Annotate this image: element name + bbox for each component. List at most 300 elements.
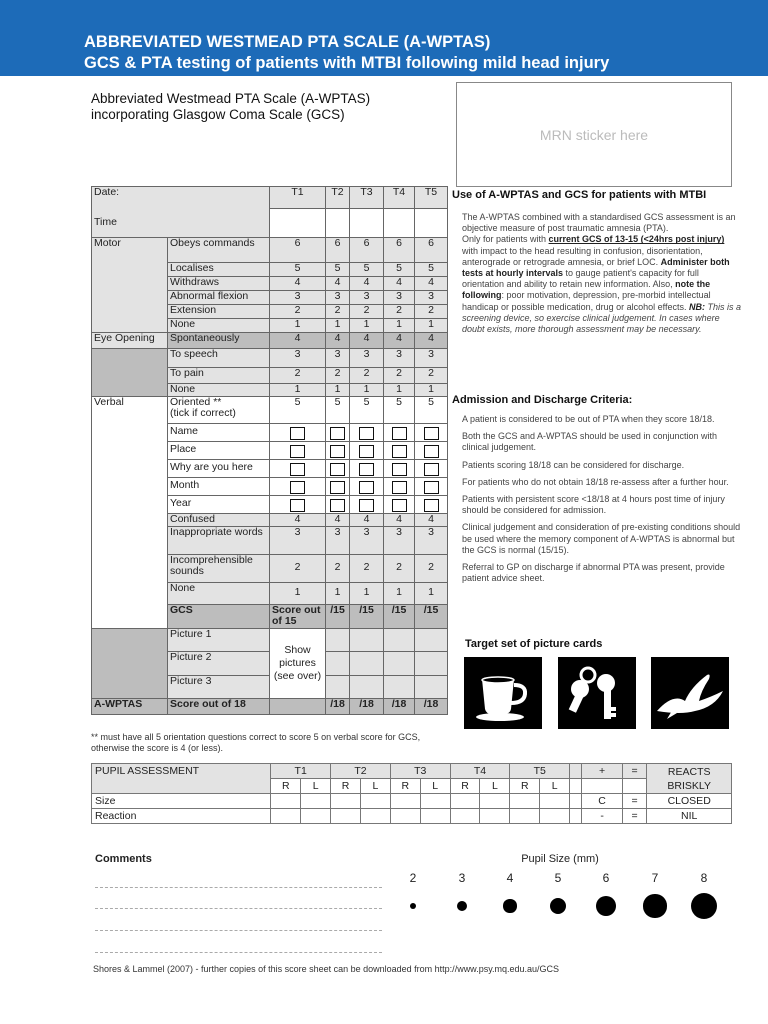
- time-header-t4: T4: [384, 187, 415, 209]
- comments-label: Comments: [95, 853, 152, 865]
- picture-item: Picture 1: [168, 628, 270, 651]
- orientation-checkbox-cell: [415, 459, 448, 477]
- orientation-question: Name: [168, 423, 270, 441]
- pupil-time-header: T5: [510, 764, 570, 779]
- orientation-checkbox-cell: [384, 495, 415, 513]
- awptas-total[interactable]: /18: [384, 698, 415, 714]
- eye-score[interactable]: 4: [415, 333, 448, 349]
- orientation-checkbox[interactable]: [424, 463, 439, 476]
- pupil-time-header: T1: [271, 764, 331, 779]
- pupil-cell[interactable]: [480, 809, 510, 824]
- motor-score[interactable]: 5: [384, 263, 415, 277]
- orientation-checkbox-cell: [415, 441, 448, 459]
- orientation-checkbox-cell: [350, 423, 384, 441]
- bird-icon: [651, 657, 729, 729]
- pupil-r-header: R: [271, 779, 301, 794]
- picture-score[interactable]: [384, 675, 415, 698]
- eye-score[interactable]: 4: [326, 333, 350, 349]
- orientation-question: Year: [168, 495, 270, 513]
- pupil-cell[interactable]: [331, 794, 361, 809]
- legend-meaning: CLOSED: [647, 794, 732, 809]
- eye-score[interactable]: 3: [326, 349, 350, 368]
- orientation-checkbox[interactable]: [359, 445, 374, 458]
- eye-score[interactable]: 3: [384, 349, 415, 368]
- criteria-item: Referral to GP on discharge if abnormal PTA was present, provide patient advice sheet.: [462, 562, 725, 584]
- legend-meaning: NIL: [647, 809, 732, 824]
- pupil-size-number: 8: [700, 871, 708, 885]
- pupil-cell[interactable]: [390, 809, 420, 824]
- orientation-checkbox-cell: [350, 441, 384, 459]
- orientation-checkbox[interactable]: [290, 445, 305, 458]
- eye-score[interactable]: 1: [270, 384, 326, 397]
- eye-score[interactable]: 4: [270, 333, 326, 349]
- cup-icon: [464, 657, 542, 729]
- gcs-label: GCS: [168, 604, 270, 628]
- pupil-cell[interactable]: [510, 794, 540, 809]
- orientation-checkbox[interactable]: [330, 463, 345, 476]
- motor-score[interactable]: 5: [350, 263, 384, 277]
- verbal-score[interactable]: 3: [350, 526, 384, 554]
- pupil-assessment-table: [91, 763, 732, 824]
- eye-score[interactable]: 3: [350, 349, 384, 368]
- verbal-score[interactable]: 2: [326, 554, 350, 582]
- verbal-score[interactable]: 1: [350, 582, 384, 604]
- orientation-checkbox-cell: [350, 477, 384, 495]
- picture-score[interactable]: [415, 651, 448, 675]
- pupil-cell[interactable]: [450, 794, 480, 809]
- orientation-checkbox[interactable]: [290, 481, 305, 494]
- orientation-checkbox-cell: [270, 441, 326, 459]
- picture-score[interactable]: [415, 628, 448, 651]
- pupil-row-label: Size: [92, 794, 271, 809]
- orientation-checkbox[interactable]: [330, 481, 345, 494]
- motor-score[interactable]: 3: [415, 291, 448, 305]
- motor-score[interactable]: 2: [270, 305, 326, 319]
- orientation-checkbox-cell: [384, 423, 415, 441]
- motor-score[interactable]: 2: [415, 305, 448, 319]
- verbal-score[interactable]: 3: [270, 526, 326, 554]
- verbal-score[interactable]: 2: [270, 554, 326, 582]
- verbal-score[interactable]: 2: [384, 554, 415, 582]
- table-row: [92, 628, 448, 651]
- motor-score[interactable]: 2: [350, 305, 384, 319]
- verbal-score[interactable]: 4: [350, 513, 384, 526]
- use-section: [452, 189, 742, 335]
- motor-item: Extension: [168, 305, 270, 319]
- motor-score[interactable]: 5: [326, 263, 350, 277]
- oriented-score: 5: [326, 396, 350, 423]
- orientation-footnote: ** must have all 5 orientation questions correct to score 5 on verbal score for GCS, otherwise the score is 4 (or less).: [91, 732, 421, 753]
- orientation-checkbox-cell: [326, 495, 350, 513]
- awptas-total[interactable]: /18: [326, 698, 350, 714]
- pupil-cell[interactable]: [271, 809, 301, 824]
- pupil-time-header: T4: [450, 764, 510, 779]
- picture-score[interactable]: [350, 651, 384, 675]
- motor-score[interactable]: 1: [270, 319, 326, 333]
- eye-item: Spontaneously: [168, 333, 270, 349]
- pupil-r-header: R: [331, 779, 361, 794]
- pupil-size-number: 3: [458, 871, 466, 885]
- awptas-score-label: Score out of 18: [168, 698, 270, 714]
- criteria-item: For patients who do not obtain 18/18 re-assess after a further hour.: [462, 476, 729, 487]
- oriented-score: 5: [350, 396, 384, 423]
- awptas-row: [92, 698, 448, 714]
- keys-icon: [558, 657, 636, 729]
- eye-score[interactable]: 1: [350, 384, 384, 397]
- cards-heading: Target set of picture cards: [465, 638, 603, 650]
- pupil-l-header: L: [540, 779, 570, 794]
- pupil-cell[interactable]: [360, 809, 390, 824]
- mrn-sticker-box[interactable]: [456, 82, 732, 187]
- eye-item: None: [168, 384, 270, 397]
- orientation-checkbox-cell: [415, 423, 448, 441]
- comment-line-4[interactable]: [95, 952, 382, 953]
- motor-score[interactable]: 1: [384, 319, 415, 333]
- time-header-t5: T5: [415, 187, 448, 209]
- motor-score[interactable]: 3: [384, 291, 415, 305]
- oriented-score: 5: [270, 396, 326, 423]
- pupil-gap: [570, 809, 582, 824]
- orientation-checkbox[interactable]: [392, 481, 407, 494]
- eye-score[interactable]: 2: [270, 368, 326, 384]
- comment-line-3[interactable]: [95, 930, 382, 931]
- pupil-cell[interactable]: [420, 794, 450, 809]
- pupil-gap: [570, 764, 582, 779]
- orientation-checkbox[interactable]: [359, 463, 374, 476]
- verbal-score[interactable]: 3: [326, 526, 350, 554]
- picture-score[interactable]: [326, 675, 350, 698]
- eye-opening-filler: [92, 349, 168, 397]
- pupil-size-dot: [691, 893, 717, 919]
- gcs-total[interactable]: /15: [350, 604, 384, 628]
- motor-item: Abnormal flexion: [168, 291, 270, 305]
- awptas-total[interactable]: /18: [350, 698, 384, 714]
- orientation-checkbox[interactable]: [290, 463, 305, 476]
- pupil-size-dot: [457, 901, 467, 911]
- orientation-checkbox[interactable]: [392, 499, 407, 512]
- eye-score[interactable]: 2: [326, 368, 350, 384]
- eye-score[interactable]: 2: [415, 368, 448, 384]
- pupil-cell[interactable]: [540, 794, 570, 809]
- orientation-checkbox[interactable]: [424, 445, 439, 458]
- oriented-sub: (tick if correct): [170, 407, 236, 419]
- criteria-item: A patient is considered to be out of PTA when they score 18/18.: [462, 414, 715, 424]
- picture-score[interactable]: [384, 651, 415, 675]
- pupil-size-dot: [643, 894, 666, 917]
- legend-equals: =: [622, 794, 647, 809]
- pupil-cell[interactable]: [450, 809, 480, 824]
- table-row: [92, 396, 448, 423]
- pupil-cell[interactable]: [301, 794, 331, 809]
- use-instructions: Only for patients with current GCS of 13-15 (<24hrs post injury) with impact to the head resulting in confusion, disorientation, anterograde or retrograde amnesia, or brief LOC. Administer both tests at hourly intervals to gauge patient's capacity for full orientation and ability to retain new information. Also, note the following: poor motivation, depression, pre-morbid intellectual handicap or possible medication, drug or alcohol effects. NB: This is a screening device, so exercise clinical judgement. In cases where doubt exists, more thorough assessment may be necessary.: [462, 234, 741, 335]
- orientation-checkbox-cell: [384, 459, 415, 477]
- awptas-total[interactable]: [270, 698, 326, 714]
- motor-score[interactable]: 6: [350, 238, 384, 263]
- verbal-item: None: [168, 582, 270, 604]
- pupil-cell[interactable]: [360, 794, 390, 809]
- verbal-label: Verbal: [92, 396, 168, 628]
- motor-score[interactable]: 1: [350, 319, 384, 333]
- pupil-r-header: R: [510, 779, 540, 794]
- table-row: [92, 349, 448, 368]
- orientation-checkbox[interactable]: [290, 499, 305, 512]
- orientation-checkbox[interactable]: [359, 481, 374, 494]
- picture-score[interactable]: [350, 628, 384, 651]
- time-entry-t2[interactable]: [326, 209, 350, 238]
- pupil-cell[interactable]: [540, 809, 570, 824]
- verbal-item: Inappropriate words: [168, 526, 270, 554]
- header-subtitle: GCS & PTA testing of patients with MTBI following mild head injury: [84, 54, 610, 72]
- pupil-r-header: R: [450, 779, 480, 794]
- motor-score[interactable]: 3: [270, 291, 326, 305]
- pupil-size-dot: [550, 898, 567, 915]
- time-entry-t5[interactable]: [415, 209, 448, 238]
- pupil-time-header: T3: [390, 764, 450, 779]
- awptas-total[interactable]: /18: [415, 698, 448, 714]
- mrn-placeholder: MRN sticker here: [539, 127, 649, 143]
- oriented-score: 5: [415, 396, 448, 423]
- form-title-line2: incorporating Glasgow Coma Scale (GCS): [91, 107, 345, 122]
- pupil-title: PUPIL ASSESSMENT: [92, 764, 271, 794]
- time-entry-t3[interactable]: [350, 209, 384, 238]
- gcs-total[interactable]: /15: [415, 604, 448, 628]
- legend-symbol: C: [582, 794, 622, 809]
- picture-score[interactable]: [415, 675, 448, 698]
- legend-equals: =: [622, 809, 647, 824]
- motor-item: Localises: [168, 263, 270, 277]
- motor-item: Withdraws: [168, 277, 270, 291]
- verbal-item: Incomprehensible sounds: [168, 554, 270, 582]
- oriented-item: [168, 396, 270, 423]
- verbal-score[interactable]: 4: [384, 513, 415, 526]
- verbal-score[interactable]: 4: [415, 513, 448, 526]
- orientation-checkbox-cell: [326, 423, 350, 441]
- comment-line-1[interactable]: [95, 887, 382, 888]
- table-row: [92, 238, 448, 263]
- pupil-l-header: L: [420, 779, 450, 794]
- verbal-score[interactable]: 1: [415, 582, 448, 604]
- pupil-r-header: R: [390, 779, 420, 794]
- verbal-score[interactable]: 1: [384, 582, 415, 604]
- time-header-t3: T3: [350, 187, 384, 209]
- eye-item: To pain: [168, 368, 270, 384]
- picture-item: Picture 3: [168, 675, 270, 698]
- orientation-checkbox-cell: [270, 477, 326, 495]
- eye-score[interactable]: 1: [415, 384, 448, 397]
- motor-score[interactable]: 4: [350, 277, 384, 291]
- table-row: [92, 794, 732, 809]
- verbal-item: Confused: [168, 513, 270, 526]
- source-citation: Shores & Lammel (2007) - further copies of this score sheet can be downloaded from http://www.psy.mq.edu.au/GCS: [93, 964, 560, 974]
- motor-score[interactable]: 3: [350, 291, 384, 305]
- pictures-filler: [92, 628, 168, 698]
- orientation-checkbox-cell: [350, 495, 384, 513]
- motor-score[interactable]: 6: [326, 238, 350, 263]
- orientation-checkbox[interactable]: [392, 445, 407, 458]
- motor-score[interactable]: 2: [384, 305, 415, 319]
- motor-score[interactable]: 2: [326, 305, 350, 319]
- pupil-gap: [570, 779, 582, 794]
- pupil-size-label: Pupil Size (mm): [521, 853, 599, 865]
- motor-score[interactable]: 3: [326, 291, 350, 305]
- orientation-checkbox-cell: [270, 495, 326, 513]
- criteria-section: [452, 394, 742, 590]
- pupil-size-number: 7: [651, 871, 659, 885]
- eye-score[interactable]: 3: [415, 349, 448, 368]
- verbal-score[interactable]: 4: [326, 513, 350, 526]
- motor-score[interactable]: 4: [384, 277, 415, 291]
- pupil-size-dot: [410, 903, 417, 910]
- motor-score[interactable]: 1: [415, 319, 448, 333]
- orientation-checkbox[interactable]: [330, 499, 345, 512]
- table-row: [92, 809, 732, 824]
- orientation-checkbox[interactable]: [424, 427, 439, 440]
- use-intro: The A-WPTAS combined with a standardised GCS assessment is an objective measure of post traumatic amnesia (PTA).: [462, 212, 736, 234]
- orientation-checkbox[interactable]: [359, 499, 374, 512]
- time-entry-t4[interactable]: [384, 209, 415, 238]
- form-title: [91, 91, 370, 123]
- pupil-time-header: T2: [331, 764, 391, 779]
- eye-score[interactable]: 3: [270, 349, 326, 368]
- picture-score[interactable]: [350, 675, 384, 698]
- pupil-cell[interactable]: [480, 794, 510, 809]
- orientation-checkbox-cell: [415, 477, 448, 495]
- time-header-t1: T1: [270, 187, 326, 209]
- orientation-checkbox-cell: [326, 441, 350, 459]
- pupil-cell[interactable]: [390, 794, 420, 809]
- time-entry-t1[interactable]: [270, 209, 326, 238]
- criteria-item: Patients scoring 18/18 can be considered for discharge.: [462, 459, 685, 470]
- orientation-checkbox[interactable]: [424, 499, 439, 512]
- show-pictures-note: Show pictures (see over): [270, 628, 326, 698]
- oriented-label: Oriented **: [170, 396, 222, 408]
- orientation-checkbox[interactable]: [392, 463, 407, 476]
- pupil-size-number: 5: [554, 871, 562, 885]
- verbal-score[interactable]: 3: [384, 526, 415, 554]
- table-row: [92, 333, 448, 349]
- verbal-score[interactable]: 3: [415, 526, 448, 554]
- pupil-size-number: 4: [506, 871, 514, 885]
- motor-score[interactable]: 1: [326, 319, 350, 333]
- criteria-item: Both the GCS and A-WPTAS should be used in conjunction with clinical judgement.: [462, 431, 717, 453]
- date-time-label: [92, 187, 270, 238]
- eye-score[interactable]: 4: [384, 333, 415, 349]
- eye-score[interactable]: 1: [326, 384, 350, 397]
- time-header-t2: T2: [326, 187, 350, 209]
- legend-equals: =: [622, 764, 647, 779]
- pupil-size-dot: [503, 899, 516, 912]
- oriented-score: 5: [384, 396, 415, 423]
- motor-label: Motor: [92, 238, 168, 333]
- orientation-checkbox-cell: [326, 459, 350, 477]
- legend-symbol: -: [582, 809, 622, 824]
- gcs-score-label: Score out of 15: [270, 604, 326, 628]
- motor-score[interactable]: 4: [326, 277, 350, 291]
- orientation-checkbox-cell: [384, 441, 415, 459]
- motor-score[interactable]: 6: [415, 238, 448, 263]
- pupil-cell[interactable]: [301, 809, 331, 824]
- use-heading: Use of A-WPTAS and GCS for patients with MTBI: [452, 189, 707, 201]
- motor-score[interactable]: 4: [270, 277, 326, 291]
- time-label: Time: [94, 215, 117, 228]
- eye-score[interactable]: 1: [384, 384, 415, 397]
- eye-score[interactable]: 2: [350, 368, 384, 384]
- pupil-cell[interactable]: [331, 809, 361, 824]
- motor-score[interactable]: 5: [270, 263, 326, 277]
- motor-item: None: [168, 319, 270, 333]
- verbal-score[interactable]: 4: [270, 513, 326, 526]
- orientation-checkbox-cell: [384, 477, 415, 495]
- assessment-table: [91, 186, 448, 715]
- orientation-checkbox[interactable]: [330, 427, 345, 440]
- eye-score[interactable]: 4: [350, 333, 384, 349]
- gcs-total[interactable]: /15: [384, 604, 415, 628]
- legend-equals-spacer: [622, 779, 647, 794]
- orientation-checkbox[interactable]: [392, 427, 407, 440]
- date-label: Date:: [94, 186, 120, 198]
- orientation-question: Why are you here: [168, 459, 270, 477]
- pupil-cell[interactable]: [510, 809, 540, 824]
- picture-score[interactable]: [384, 628, 415, 651]
- orientation-question: Month: [168, 477, 270, 495]
- motor-score[interactable]: 4: [415, 277, 448, 291]
- verbal-score[interactable]: 2: [415, 554, 448, 582]
- picture-score[interactable]: [326, 628, 350, 651]
- orientation-question: Place: [168, 441, 270, 459]
- orientation-checkbox[interactable]: [424, 481, 439, 494]
- motor-score[interactable]: 5: [415, 263, 448, 277]
- pupil-cell[interactable]: [420, 809, 450, 824]
- comment-line-2[interactable]: [95, 908, 382, 909]
- pupil-row-label: Reaction: [92, 809, 271, 824]
- orientation-checkbox-cell: [326, 477, 350, 495]
- eye-item: To speech: [168, 349, 270, 368]
- legend-symbol-spacer: [582, 779, 622, 794]
- orientation-checkbox-cell: [415, 495, 448, 513]
- motor-score[interactable]: 6: [270, 238, 326, 263]
- orientation-checkbox[interactable]: [330, 445, 345, 458]
- eye-score[interactable]: 2: [384, 368, 415, 384]
- pupil-l-header: L: [360, 779, 390, 794]
- orientation-checkbox-cell: [270, 459, 326, 477]
- criteria-item: Patients with persistent score <18/18 at 4 hours post time of injury should be considered for admission.: [462, 494, 725, 516]
- orientation-checkbox-cell: [350, 459, 384, 477]
- pupil-size-number: 6: [602, 871, 610, 885]
- orientation-checkbox[interactable]: [359, 427, 374, 440]
- verbal-score[interactable]: 2: [350, 554, 384, 582]
- table-row: [92, 187, 448, 209]
- awptas-label: A-WPTAS: [92, 698, 168, 714]
- pupil-size-dot: [596, 896, 616, 916]
- orientation-checkbox[interactable]: [290, 427, 305, 440]
- criteria-item: Clinical judgement and consideration of pre-existing conditions should be used where the memory component of A-WPTAS is abnormal but the GCS is normal (15/15).: [462, 522, 741, 555]
- verbal-score[interactable]: 1: [270, 582, 326, 604]
- eye-opening-label: Eye Opening: [92, 333, 168, 349]
- pupil-l-header: L: [480, 779, 510, 794]
- motor-score[interactable]: 6: [384, 238, 415, 263]
- picture-score[interactable]: [326, 651, 350, 675]
- table-row: [92, 764, 732, 779]
- pupil-size-number: 2: [409, 871, 417, 885]
- gcs-total[interactable]: /15: [326, 604, 350, 628]
- legend-meaning: REACTS BRISKLY: [647, 764, 732, 794]
- pupil-cell[interactable]: [271, 794, 301, 809]
- legend-symbol: +: [582, 764, 622, 779]
- header-band: [0, 0, 768, 76]
- criteria-heading: Admission and Discharge Criteria:: [452, 394, 633, 406]
- form-title-line1: Abbreviated Westmead PTA Scale (A-WPTAS): [91, 91, 371, 106]
- verbal-score[interactable]: 1: [326, 582, 350, 604]
